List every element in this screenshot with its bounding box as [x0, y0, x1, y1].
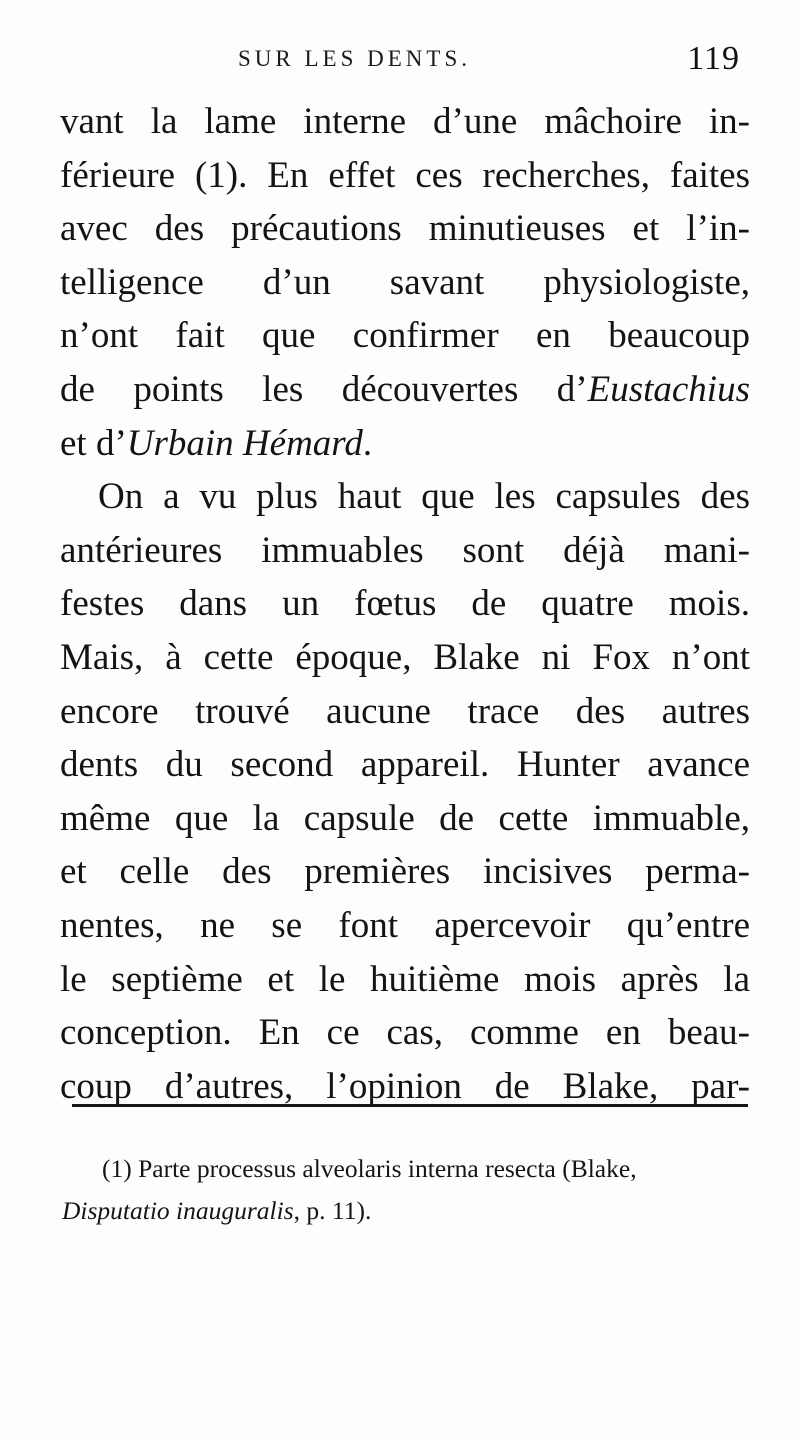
running-title: SUR LES DENTS.	[238, 46, 471, 71]
text-run: coup d’autres, l’opinion de Blake, par-	[60, 1065, 750, 1107]
italic-text: Eustachius	[587, 368, 750, 410]
text-run: antérieures immuables sont déjà mani-	[60, 529, 750, 571]
italic-text: Urbain Hémard	[126, 422, 363, 464]
text-line	[60, 95, 750, 149]
text-run: avec des précautions minutieuses et l’in-	[60, 208, 750, 250]
text-run: telligence d’un savant physiologiste,	[60, 261, 750, 303]
text-run: nentes, ne se font apercevoir qu’entre	[60, 904, 750, 946]
footnote	[62, 1148, 752, 1232]
page-header	[60, 40, 740, 84]
text-line	[60, 202, 750, 256]
page-number: 119	[687, 40, 740, 77]
text-run: festes dans un fœtus de quatre mois.	[60, 583, 750, 625]
text-line	[60, 738, 750, 792]
italic-text: Disputatio inauguralis	[62, 1196, 294, 1225]
text-run: encore trouvé aucune trace des autres	[60, 690, 750, 732]
footnote-separator	[72, 1104, 748, 1107]
text-line	[60, 470, 750, 524]
text-line	[60, 417, 750, 471]
text-line	[60, 256, 750, 310]
text-run: férieure (1). En effet ces recherches, faites	[60, 154, 750, 196]
text-run: (1) Parte processus alveolaris interna resecta (Blake,	[102, 1154, 637, 1183]
text-run: Mais, à cette époque, Blake ni Fox n’ont	[60, 636, 750, 678]
text-line	[60, 899, 750, 953]
text-line	[60, 631, 750, 685]
text-run: et d’	[60, 422, 127, 464]
text-line	[60, 309, 750, 363]
text-run: et celle des premières incisives perma-	[60, 851, 750, 893]
text-line	[60, 953, 750, 1007]
text-line	[60, 577, 750, 631]
text-run: .	[362, 422, 373, 464]
text-line	[60, 363, 750, 417]
text-run: , p. 11).	[293, 1196, 372, 1225]
text-run: de points les découvertes d’	[60, 368, 588, 410]
text-run: le septième et le huitième mois après la	[60, 958, 750, 1000]
text-run: conception. En ce cas, comme en beau-	[60, 1012, 750, 1054]
text-line	[60, 524, 750, 578]
main-text	[60, 95, 750, 1113]
text-run: On a vu plus haut que les capsules des	[98, 476, 750, 518]
text-run: dents du second appareil. Hunter avance	[60, 744, 750, 786]
text-line	[60, 1006, 750, 1060]
footnote-line	[62, 1148, 752, 1190]
text-run: même que la capsule de cette immuable,	[60, 797, 750, 839]
text-line	[60, 685, 750, 739]
footnote-line	[62, 1190, 752, 1232]
text-line	[60, 149, 750, 203]
text-line	[60, 845, 750, 899]
text-line	[60, 792, 750, 846]
text-run: n’ont fait que confirmer en beaucoup	[60, 315, 750, 357]
text-run: vant la lame interne d’une mâchoire in-	[60, 101, 750, 142]
